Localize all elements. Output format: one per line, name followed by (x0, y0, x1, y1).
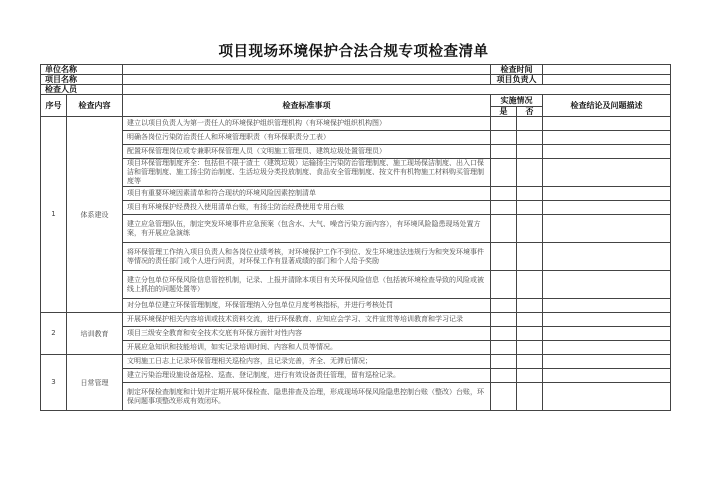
yes-cell[interactable] (491, 201, 517, 215)
table-row (41, 271, 671, 299)
no-cell[interactable] (517, 117, 543, 131)
table-row (41, 383, 671, 411)
no-cell[interactable] (517, 369, 543, 383)
table-row (41, 159, 671, 187)
no-cell[interactable] (517, 159, 543, 187)
no-cell[interactable] (517, 187, 543, 201)
project-value[interactable] (123, 75, 491, 85)
conclusion-cell[interactable] (543, 299, 671, 313)
section-number: 2 (41, 313, 67, 355)
no-cell[interactable] (517, 131, 543, 145)
table-row (41, 145, 671, 159)
standard-item: 建立应急管理队伍，制定突发环境事件应急预案（包含水、大气、噪音污染方面内容），有环境风险隐患现场处置方案，有开展应急演练 (123, 215, 491, 243)
standard-item: 制定环保检查制度和计划并定期开展环保检查、隐患排查及治理，形成现场环保风险隐患控制台账（整改）台账，环保问题事项整改形成有效闭环。 (123, 383, 491, 411)
conclusion-cell[interactable] (543, 369, 671, 383)
inspector-value[interactable] (123, 85, 671, 95)
standard-item: 开展应急知识和技能培训，如实记录培训时间、内容和人员等情况。 (123, 341, 491, 355)
conclusion-cell[interactable] (543, 383, 671, 411)
table-row (41, 117, 671, 131)
header-standard: 检查标准事项 (123, 95, 491, 117)
yes-cell[interactable] (491, 369, 517, 383)
header-no: 序号 (41, 95, 67, 117)
no-cell[interactable] (517, 145, 543, 159)
yes-cell[interactable] (491, 215, 517, 243)
yes-cell[interactable] (491, 243, 517, 271)
yes-cell[interactable] (491, 383, 517, 411)
conclusion-cell[interactable] (543, 201, 671, 215)
table-row (41, 243, 671, 271)
header-conclusion: 检查结论及问题描述 (543, 95, 671, 117)
standard-item: 建立分包单位环保风险信息管控机制，记录、上报并清除本项目有关环保风险信息（包括被环境检查导致的风险或被线上抓拍的问题处置等） (123, 271, 491, 299)
check-time-label: 检查时间 (491, 65, 543, 75)
section-content: 日常管理 (67, 355, 123, 411)
yes-cell[interactable] (491, 145, 517, 159)
section-number: 3 (41, 355, 67, 411)
table-row (41, 299, 671, 313)
yes-cell[interactable] (491, 355, 517, 369)
yes-cell[interactable] (491, 299, 517, 313)
yes-cell[interactable] (491, 159, 517, 187)
standard-item: 开展环境保护相关内容培训或技术资料交流，进行环保教育、应知应会学习、文件宣贯等培训教育和学习记录 (123, 313, 491, 327)
yes-cell[interactable] (491, 131, 517, 145)
conclusion-cell[interactable] (543, 159, 671, 187)
standard-item: 建立以项目负责人为第一责任人的环境保护组织管理机构（有环境保护组织机构图） (123, 117, 491, 131)
header-yes: 是 (491, 107, 517, 117)
conclusion-cell[interactable] (543, 131, 671, 145)
table-row (41, 355, 671, 369)
table-row (41, 187, 671, 201)
table-row (41, 341, 671, 355)
section-content: 培训教育 (67, 313, 123, 355)
yes-cell[interactable] (491, 341, 517, 355)
page-title: 项目现场环境保护合法合规专项检查清单 (218, 44, 489, 60)
standard-item: 项目环保管理制度齐全：包括但不限于渣土（建筑垃圾）运输扬尘污染防治管理制度、施工现场保洁制度、出入口保洁和管理制度、施工扬尘防治制度、生活垃圾分类投放制度、食品安全管理制度、按文件有机物施工材料购买管理制度等 (123, 159, 491, 187)
no-cell[interactable] (517, 313, 543, 327)
no-cell[interactable] (517, 215, 543, 243)
no-cell[interactable] (517, 201, 543, 215)
inspector-label: 检查人员 (41, 85, 123, 95)
unit-label: 单位名称 (41, 65, 123, 75)
standard-item: 配置环保管理岗位或专兼职环保管理人员（文明施工管理员、建筑垃圾处置管理员） (123, 145, 491, 159)
table-row (41, 201, 671, 215)
no-cell[interactable] (517, 327, 543, 341)
project-label: 项目名称 (41, 75, 123, 85)
info-row-unit (41, 65, 671, 75)
yes-cell[interactable] (491, 327, 517, 341)
standard-item: 明确各岗位污染防治责任人和环境管理职责（有环保职责分工表） (123, 131, 491, 145)
conclusion-cell[interactable] (543, 271, 671, 299)
manager-value[interactable] (543, 75, 671, 85)
check-time-value[interactable] (543, 65, 671, 75)
checklist-table (40, 64, 671, 411)
table-row (41, 327, 671, 341)
section-number: 1 (41, 117, 67, 313)
no-cell[interactable] (517, 299, 543, 313)
standard-item: 建立污染治理设施设备巡检、巡查、登记制度，进行有效设备责任管理，留有巡检记录。 (123, 369, 491, 383)
yes-cell[interactable] (491, 187, 517, 201)
header-no-status: 否 (517, 107, 543, 117)
info-row-inspector (41, 85, 671, 95)
header-row-1 (41, 95, 671, 107)
standard-item: 将环保管理工作纳入项目负责人和各岗位业绩考核，对环境保护工作不到位、发生环境违法违规行为和突发环境事件等情况的责任部门或个人进行问责，对环保工作有显著成绩的部门和个人给予奖励 (123, 243, 491, 271)
standard-item: 对分包单位建立环保管理制度，环保管理纳入分包单位月度考核指标，并进行考核处罚 (123, 299, 491, 313)
conclusion-cell[interactable] (543, 117, 671, 131)
standard-item: 文明施工日志上记录环保管理相关巡检内容，且记录完善，齐全、无滞后情况； (123, 355, 491, 369)
conclusion-cell[interactable] (543, 327, 671, 341)
no-cell[interactable] (517, 341, 543, 355)
conclusion-cell[interactable] (543, 145, 671, 159)
standard-item: 项目有重要环境因素清单和符合现状的环境风险因素控制清单 (123, 187, 491, 201)
standard-item: 项目有环境保护经费投入使用清单台账，有扬尘防治经费使用专用台账 (123, 201, 491, 215)
conclusion-cell[interactable] (543, 341, 671, 355)
yes-cell[interactable] (491, 117, 517, 131)
conclusion-cell[interactable] (543, 215, 671, 243)
header-content: 检查内容 (67, 95, 123, 117)
manager-label: 项目负责人 (491, 75, 543, 85)
no-cell[interactable] (517, 243, 543, 271)
info-row-project (41, 75, 671, 85)
table-row (41, 313, 671, 327)
no-cell[interactable] (517, 355, 543, 369)
unit-value[interactable] (123, 65, 491, 75)
conclusion-cell[interactable] (543, 187, 671, 201)
standard-item: 项目三级安全教育和安全技术交底有环保方面针对性内容 (123, 327, 491, 341)
conclusion-cell[interactable] (543, 355, 671, 369)
yes-cell[interactable] (491, 271, 517, 299)
section-content: 体系建设 (67, 117, 123, 313)
no-cell[interactable] (517, 383, 543, 411)
conclusion-cell[interactable] (543, 313, 671, 327)
table-row (41, 131, 671, 145)
table-row (41, 215, 671, 243)
conclusion-cell[interactable] (543, 243, 671, 271)
yes-cell[interactable] (491, 313, 517, 327)
no-cell[interactable] (517, 271, 543, 299)
table-row (41, 369, 671, 383)
header-status: 实施情况 (491, 95, 543, 107)
